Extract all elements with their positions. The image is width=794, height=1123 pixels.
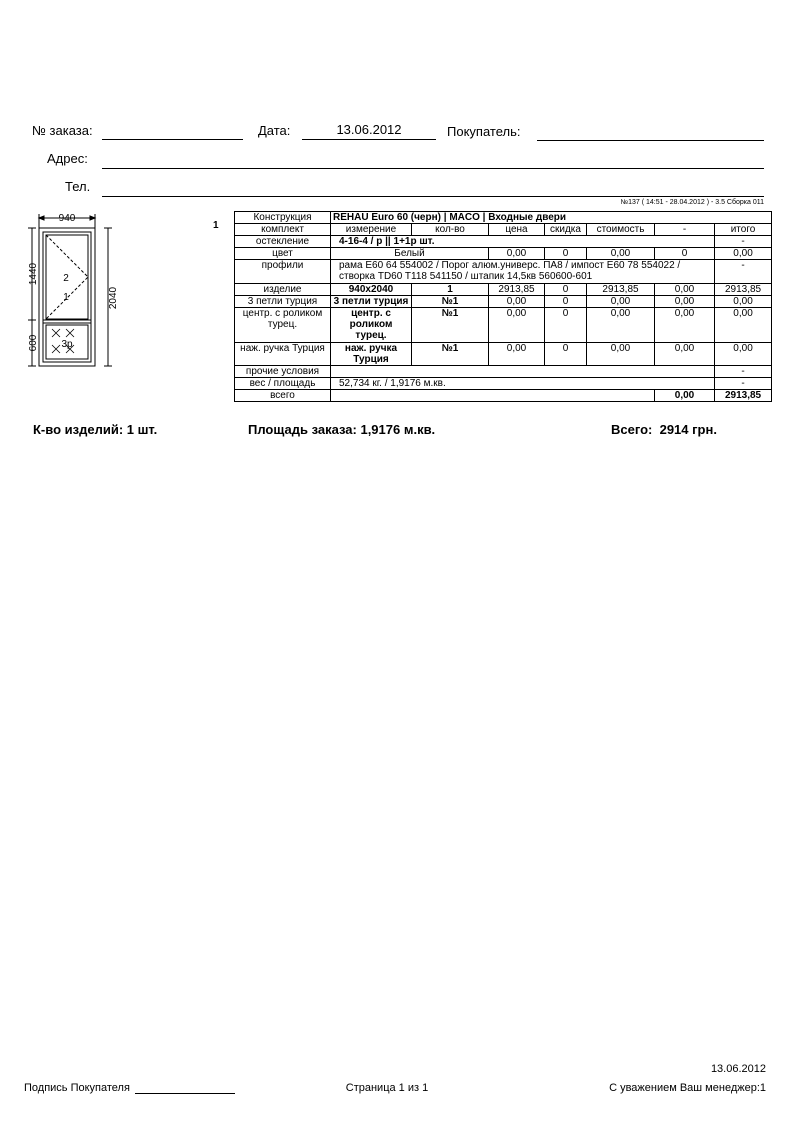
profiles-value: рама Е60 64 554002 / Порог алюм.универс. ПА8 / импост Е60 78 554022 / створка TD60 T118 541150 / штапик 14,5кв 560600-601	[331, 260, 715, 284]
order-number-label: № заказа:	[32, 123, 93, 138]
row-total: 0,00	[715, 343, 772, 366]
profiles-label: профили	[235, 260, 331, 284]
color-extra: 0	[655, 248, 715, 260]
row-price: 2913,85	[489, 284, 545, 296]
color-price: 0,00	[489, 248, 545, 260]
row-extra: 0,00	[655, 284, 715, 296]
header-discount: скидка	[545, 224, 587, 236]
header-price: цена	[489, 224, 545, 236]
glazing-row	[235, 236, 772, 248]
row-extra: 0,00	[655, 308, 715, 343]
row-measure: наж. ручка Турция	[331, 343, 412, 366]
row-measure: 940x2040	[331, 284, 412, 296]
row-cost: 0,00	[587, 296, 655, 308]
construction-value: REHAU Euro 60 (черн) | MACO | Входные двери	[331, 212, 772, 224]
construction-row	[235, 212, 772, 224]
header-extra: -	[655, 224, 715, 236]
panel-label: 3р	[61, 339, 73, 350]
header-total: итого	[715, 224, 772, 236]
weight-row	[235, 378, 772, 390]
phone-line	[102, 196, 764, 197]
row-discount: 0	[545, 308, 587, 343]
profiles-total: -	[715, 260, 772, 284]
weight-label: вес / площадь	[235, 378, 331, 390]
meta-line: №137 ( 14:51 - 28.04.2012 ) - 3.5 Сборка 011	[620, 199, 764, 206]
sum-label: всего	[235, 390, 331, 402]
sash-label-bottom: 1	[63, 292, 69, 303]
spec-table	[234, 211, 772, 402]
phone-label: Тел.	[65, 179, 91, 194]
profiles-row	[235, 260, 772, 284]
color-value: Белый	[331, 248, 489, 260]
width-dimension-label: 940	[58, 213, 76, 224]
other-label: прочие условия	[235, 366, 331, 378]
row-extra: 0,00	[655, 296, 715, 308]
weight-total: -	[715, 378, 772, 390]
row-price: 0,00	[489, 308, 545, 343]
color-discount: 0	[545, 248, 587, 260]
row-label: изделие	[235, 284, 331, 296]
sum-extra: 0,00	[655, 390, 715, 402]
row-label: 3 петли турция	[235, 296, 331, 308]
row-qty: №1	[412, 308, 489, 343]
row-total: 0,00	[715, 296, 772, 308]
sum-row	[235, 390, 772, 402]
row-price: 0,00	[489, 296, 545, 308]
color-label: цвет	[235, 248, 331, 260]
row-discount: 0	[545, 343, 587, 366]
other-conditions-row	[235, 366, 772, 378]
sum-total: 2913,85	[715, 390, 772, 402]
date-label: Дата:	[258, 123, 291, 138]
other-total: -	[715, 366, 772, 378]
row-cost: 2913,85	[587, 284, 655, 296]
glazing-label: остекление	[235, 236, 331, 248]
signature-line	[135, 1093, 235, 1094]
glazing-total: -	[715, 236, 772, 248]
row-qty: №1	[412, 343, 489, 366]
table-row	[235, 284, 772, 296]
lower-height-label: 600	[28, 334, 39, 352]
page-number: Страница 1 из 1	[345, 1082, 429, 1094]
construction-label: Конструкция	[235, 212, 331, 224]
item-number: 1	[213, 220, 219, 231]
buyer-label: Покупатель:	[447, 124, 521, 139]
header-cost: стоимость	[587, 224, 655, 236]
date-value: 13.06.2012	[336, 122, 402, 137]
row-total: 0,00	[715, 308, 772, 343]
address-label: Адрес:	[47, 151, 88, 166]
address-line	[102, 168, 764, 169]
order-total: Всего: 2914 грн.	[611, 422, 717, 437]
row-cost: 0,00	[587, 343, 655, 366]
header-measure: измерение	[331, 224, 412, 236]
row-measure: центр. с роликом турец.	[331, 308, 412, 343]
row-label: наж. ручка Турция	[235, 343, 331, 366]
header-kit: комплект	[235, 224, 331, 236]
row-cost: 0,00	[587, 308, 655, 343]
color-total: 0,00	[715, 248, 772, 260]
row-discount: 0	[545, 284, 587, 296]
row-price: 0,00	[489, 343, 545, 366]
buyer-line	[537, 140, 764, 141]
table-row	[235, 308, 772, 343]
door-drawing	[24, 208, 134, 376]
order-number-line	[102, 139, 243, 140]
order-area: Площадь заказа: 1,9176 м.кв.	[248, 422, 436, 437]
row-qty: 1	[412, 284, 489, 296]
color-row	[235, 248, 772, 260]
row-extra: 0,00	[655, 343, 715, 366]
glazing-value: 4-16-4 / р || 1+1р шт.	[331, 236, 715, 248]
table-row	[235, 296, 772, 308]
header-qty: кол-во	[412, 224, 489, 236]
table-header-row	[235, 224, 772, 236]
row-qty: №1	[412, 296, 489, 308]
weight-value: 52,734 кг. / 1,9176 м.кв.	[331, 378, 715, 390]
signature-label: Подпись Покупателя	[24, 1082, 130, 1094]
items-count: К-во изделий: 1 шт.	[33, 422, 158, 437]
table-row	[235, 343, 772, 366]
footer-date: 13.06.2012	[710, 1063, 766, 1075]
row-discount: 0	[545, 296, 587, 308]
upper-height-label: 1440	[28, 262, 39, 286]
height-dimension-label: 2040	[108, 286, 119, 310]
row-label: центр. с роликом турец.	[235, 308, 331, 343]
row-total: 2913,85	[715, 284, 772, 296]
color-cost: 0,00	[587, 248, 655, 260]
date-line	[302, 139, 436, 140]
sash-label-top: 2	[63, 273, 69, 284]
row-measure: 3 петли турция	[331, 296, 412, 308]
manager-signature: С уважением Ваш менеджер:1	[609, 1082, 766, 1094]
